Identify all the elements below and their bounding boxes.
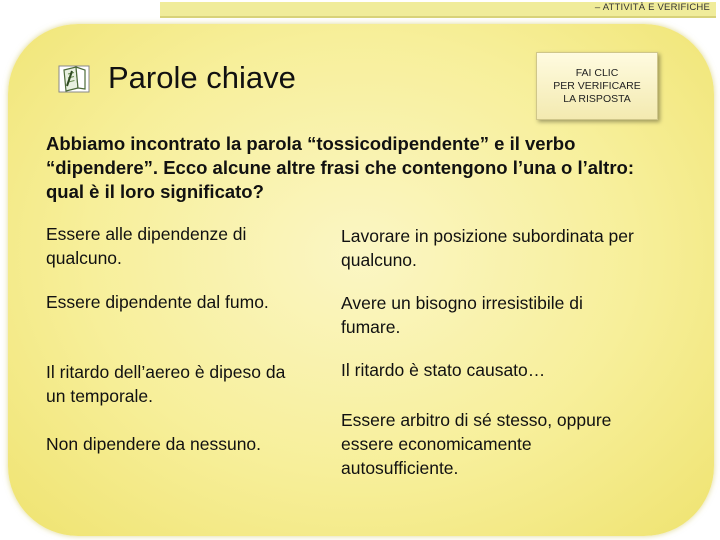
meaning-item: Lavorare in posizione subordinata per qualcuno.: [341, 226, 634, 270]
top-header-bar: [160, 2, 716, 18]
phrase-item: Essere alle dipendenze di qualcuno.: [46, 224, 247, 268]
meaning-item: Essere arbitro di sé stesso, oppure essere economicamente autosufficiente.: [341, 410, 612, 478]
section-label: – ATTIVITÀ E VERIFICHE: [594, 2, 710, 13]
question-text: Abbiamo incontrato la parola “tossicodipendente” e il verbo “dipendere”. Ecco alcune altre frasi che contengono l’una o l’altro: qual è il loro significato?: [46, 133, 635, 202]
notebook-icon: [58, 62, 92, 94]
meaning-item: Avere un bisogno irresistibile di fumare.: [341, 293, 583, 337]
meaning-item: Il ritardo è stato causato…: [341, 360, 546, 380]
check-answer-button[interactable]: FAI CLIC PER VERIFICARE LA RISPOSTA: [536, 52, 658, 120]
phrase-item: Essere dipendente dal fumo.: [46, 292, 269, 312]
phrase-item: Il ritardo dell’aereo è dipeso da un temporale.: [46, 362, 286, 406]
phrase-item: Non dipendere da nessuno.: [46, 434, 262, 454]
page-title: Parole chiave: [108, 60, 296, 95]
